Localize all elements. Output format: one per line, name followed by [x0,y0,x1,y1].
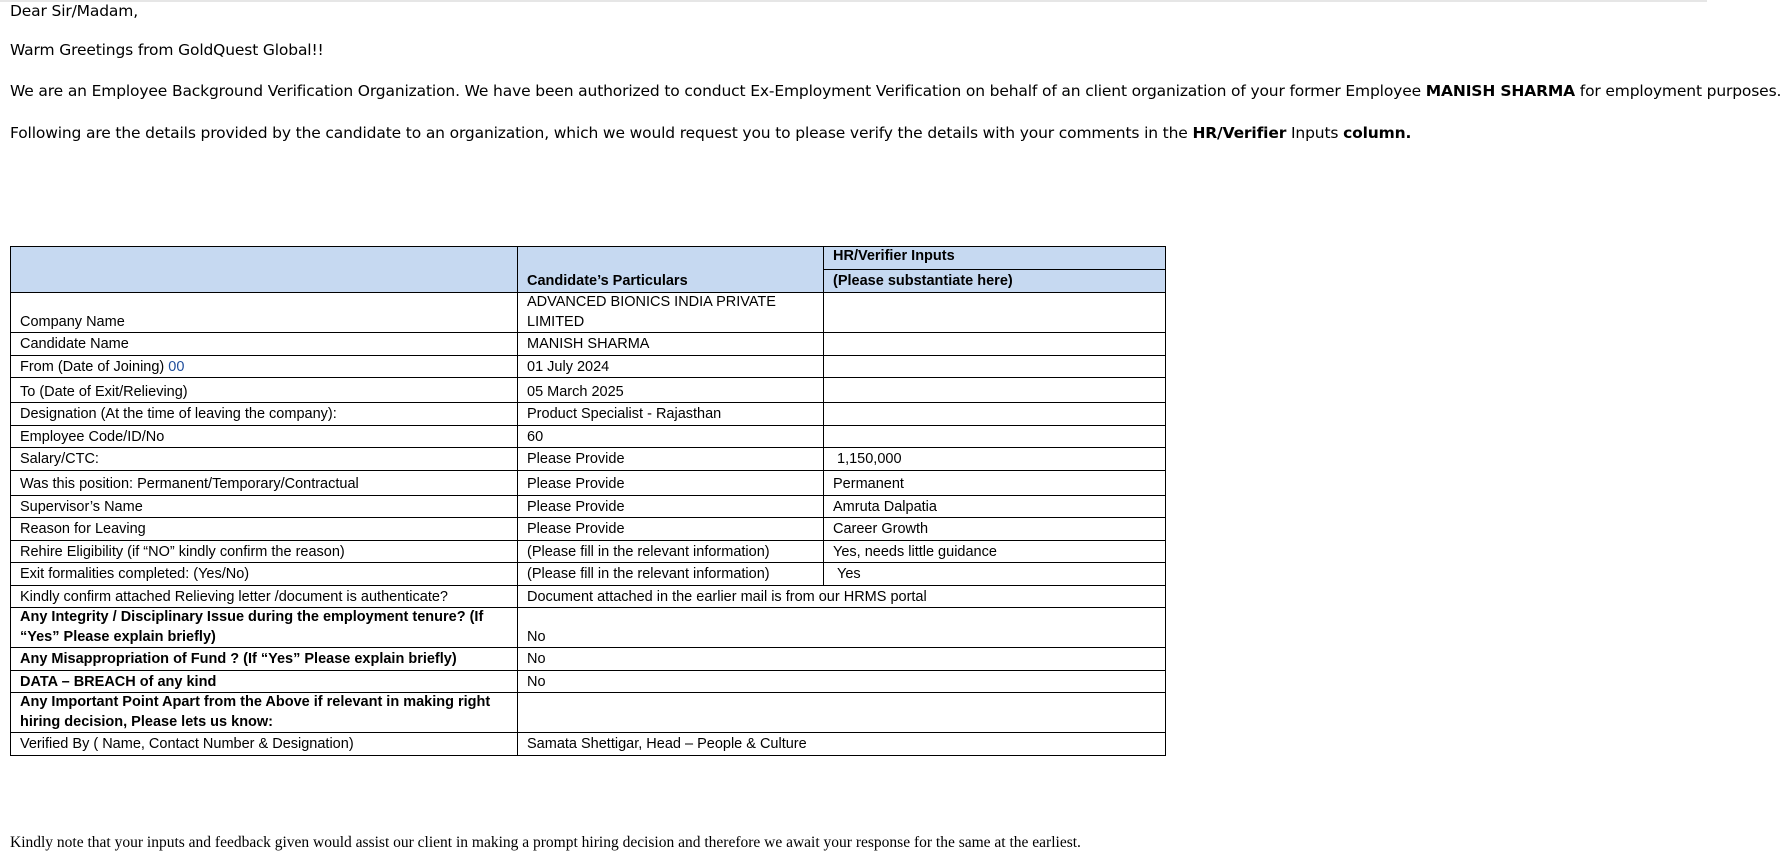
table-row [11,670,1166,693]
relieving-letter-value: Document attached in the earlier mail is from our HRMS portal [518,585,1166,608]
table-row [11,648,1166,671]
table-row [11,585,1166,608]
table-row [11,608,1166,648]
top-divider [0,0,1707,2]
date-of-joining-hr[interactable] [824,355,1166,378]
salary-label: Salary/CTC: [11,448,518,471]
company-name-hr[interactable] [824,293,1166,333]
integrity-label [11,608,518,648]
verified-by-value: Samata Shettigar, Head – People & Culture [518,733,1166,756]
exit-formalities-hr[interactable]: Yes [824,563,1166,586]
request-hr-verifier: HR/Verifier [1192,124,1287,142]
supervisor-label: Supervisor’s Name [11,495,518,518]
intro-text-before: We are an Employee Background Verification Organization. We have been authorized to conduct Ex-Employment Verification on behalf of an client organization of your former Employee [10,82,1426,100]
date-of-joining-text: From (Date of Joining) [20,358,169,375]
relieving-letter-label: Kindly confirm attached Relieving letter /document is authenticate? [11,585,518,608]
table-row [11,540,1166,563]
intro-text-after: for employment purposes. [1574,82,1781,100]
integrity-label-line1: Any Integrity / Disciplinary Issue during the employment tenure? (If [20,609,484,625]
integrity-value: No [518,608,1166,648]
exit-formalities-value: (Please fill in the relevant information) [518,563,824,586]
date-of-exit-value: 05 March 2025 [518,378,824,403]
important-point-value[interactable] [518,693,1166,733]
table-header-row [11,247,1166,270]
employee-code-value: 60 [518,425,824,448]
exit-formalities-label: Exit formalities completed: (Yes/No) [11,563,518,586]
important-point-label [11,693,518,733]
table-row [11,693,1166,733]
table-row [11,518,1166,541]
position-type-value: Please Provide [518,470,824,495]
table-row [11,293,1166,333]
date-of-exit-label: To (Date of Exit/Relieving) [11,378,518,403]
request-text-before: Following are the details provided by the candidate to an organization, which we would request you to please verify the details with your comments in the [10,124,1193,142]
header-blank-cell [11,247,518,293]
rehire-label: Rehire Eligibility (if “NO” kindly confirm the reason) [11,540,518,563]
date-of-joining-value: 01 July 2024 [518,355,824,378]
designation-value: Product Specialist - Rajasthan [518,403,824,426]
table-row [11,355,1166,378]
salutation: Dear Sir/Madam, [10,2,138,20]
reason-label: Reason for Leaving [11,518,518,541]
employee-code-label: Employee Code/ID/No [11,425,518,448]
misappropriation-value: No [518,648,1166,671]
closing-note: Kindly note that your inputs and feedback given would assist our client in making a prompt hiring decision and therefore we await your response for the same at the earliest. [10,834,1081,851]
table-row [11,733,1166,756]
date-of-exit-hr[interactable] [824,378,1166,403]
table-row [11,448,1166,471]
reason-hr[interactable]: Career Growth [824,518,1166,541]
table-row [11,425,1166,448]
greeting: Warm Greetings from GoldQuest Global!! [10,41,324,59]
reason-value: Please Provide [518,518,824,541]
table-row [11,403,1166,426]
position-type-hr[interactable]: Permanent [824,470,1166,495]
employee-code-hr[interactable] [824,425,1166,448]
rehire-hr[interactable]: Yes, needs little guidance [824,540,1166,563]
table-row [11,333,1166,356]
verification-table [10,246,1166,756]
company-name-line1: ADVANCED BIONICS INDIA PRIVATE [527,294,776,310]
intro-paragraph [10,82,1781,100]
salary-value: Please Provide [518,448,824,471]
request-column: column. [1343,124,1412,142]
table-row [11,495,1166,518]
company-name-label: Company Name [11,293,518,333]
company-name-value [518,293,824,333]
supervisor-value: Please Provide [518,495,824,518]
request-paragraph [10,124,1411,142]
integrity-label-line2: “Yes” Please explain briefly) [20,628,216,645]
candidate-name-label: Candidate Name [11,333,518,356]
position-type-label: Was this position: Permanent/Temporary/Contractual [11,470,518,495]
table-row [11,470,1166,495]
date-of-joining-extra: 00 [168,358,185,375]
request-text-middle: Inputs [1286,124,1344,142]
salary-hr[interactable]: 1,150,000 [824,448,1166,471]
designation-hr[interactable] [824,403,1166,426]
misappropriation-label: Any Misappropriation of Fund ? (If “Yes” Please explain briefly) [11,648,518,671]
designation-label: Designation (At the time of leaving the company): [11,403,518,426]
verified-by-label: Verified By ( Name, Contact Number & Designation) [11,733,518,756]
table-row [11,378,1166,403]
header-candidate-particulars: Candidate’s Particulars [518,247,824,293]
header-hr-substantiate: (Please substantiate here) [824,270,1166,293]
candidate-name-hr[interactable] [824,333,1166,356]
candidate-name-value: MANISH SHARMA [518,333,824,356]
data-breach-value: No [518,670,1166,693]
header-hr-inputs: HR/Verifier Inputs [824,247,1166,270]
important-point-line2: hiring decision, Please lets us know: [20,713,274,730]
date-of-joining-label [11,355,518,378]
table-row [11,563,1166,586]
employee-name: MANISH SHARMA [1425,82,1575,100]
data-breach-label: DATA – BREACH of any kind [11,670,518,693]
important-point-line1: Any Important Point Apart from the Above if relevant in making right [20,694,491,710]
rehire-value: (Please fill in the relevant information) [518,540,824,563]
company-name-line2: LIMITED [527,313,585,330]
supervisor-hr[interactable]: Amruta Dalpatia [824,495,1166,518]
